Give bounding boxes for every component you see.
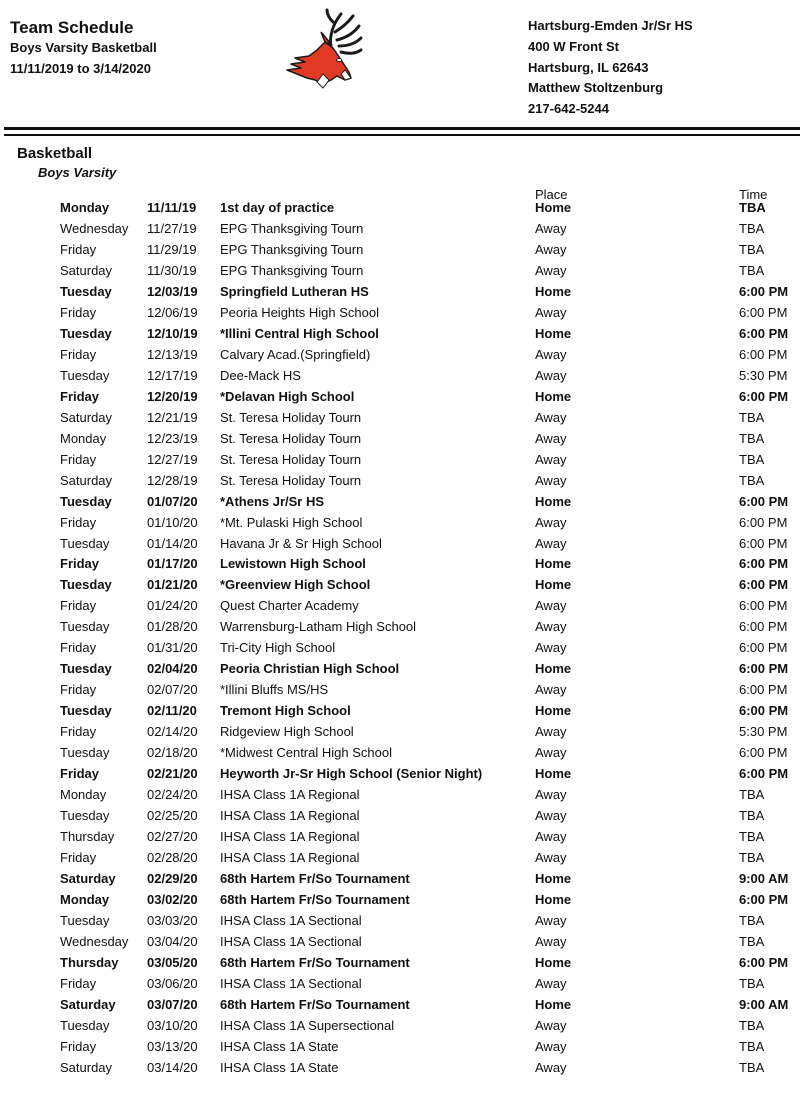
schedule-opponent: IHSA Class 1A State [220, 1059, 339, 1075]
schedule-place: Home [535, 891, 572, 907]
schedule-day: Friday [60, 640, 97, 656]
schedule-time: TBA [739, 829, 765, 845]
schedule-opponent: IHSA Class 1A Regional [220, 808, 360, 824]
schedule-opponent: St. Teresa Holiday Tourn [220, 409, 362, 425]
schedule-day: Friday [60, 346, 97, 362]
page-subtitle: Boys Varsity Basketball [10, 40, 157, 55]
schedule-opponent: Lewistown High School [220, 556, 366, 572]
schedule-row [0, 975, 800, 996]
schedule-row [0, 451, 800, 472]
schedule-time: 6:00 PM [739, 891, 789, 907]
schedule-day: Tuesday [60, 577, 112, 593]
schedule-opponent: 68th Hartem Fr/So Tournament [220, 996, 410, 1012]
schedule-opponent: Warrensburg-Latham High School [220, 619, 417, 635]
schedule-opponent: Tri-City High School [220, 640, 336, 656]
schedule-place: Away [535, 787, 567, 803]
schedule-date: 01/21/20 [147, 577, 198, 593]
schedule-row [0, 807, 800, 828]
schedule-place: Away [535, 1038, 567, 1054]
schedule-row [0, 870, 800, 891]
schedule-row [0, 744, 800, 765]
column-header-time: Time [739, 187, 768, 202]
schedule-day: Saturday [60, 262, 113, 278]
schedule-day: Monday [60, 787, 107, 803]
schedule-date: 01/28/20 [147, 619, 198, 635]
schedule-row [0, 535, 800, 556]
schedule-time: 6:00 PM [739, 640, 788, 656]
schedule-opponent: *Greenview High School [220, 577, 371, 593]
schedule-time: TBA [739, 1038, 765, 1054]
schedule-time: 6:00 PM [739, 745, 788, 761]
schedule-row [0, 912, 800, 933]
schedule-day: Monday [60, 430, 107, 446]
schedule-row [0, 597, 800, 618]
schedule-day: Monday [60, 200, 110, 215]
schedule-row [0, 618, 800, 639]
schedule-place: Away [535, 346, 567, 362]
schedule-day: Tuesday [60, 283, 112, 299]
schedule-time: 6:00 PM [739, 514, 788, 530]
schedule-opponent: Springfield Lutheran HS [220, 283, 369, 299]
schedule-day: Friday [60, 766, 100, 782]
schedule-day: Thursday [60, 954, 119, 970]
schedule-place: Home [535, 283, 572, 299]
schedule-opponent: St. Teresa Holiday Tourn [220, 451, 362, 467]
schedule-row [0, 660, 800, 681]
schedule-day: Wednesday [60, 220, 129, 236]
schedule-day: Tuesday [60, 912, 110, 928]
schedule-time: 9:00 AM [739, 871, 789, 886]
schedule-date: 12/28/19 [147, 472, 198, 488]
schedule-time: 6:00 PM [739, 577, 789, 593]
schedule-place: Away [535, 975, 567, 991]
schedule-opponent: Quest Charter Academy [220, 598, 359, 614]
schedule-date: 02/27/20 [147, 829, 198, 845]
schedule-opponent: *Illini Central High School [220, 325, 379, 341]
schedule-opponent: *Athens Jr/Sr HS [220, 493, 325, 509]
schedule-day: Friday [60, 241, 97, 257]
schedule-date: 03/05/20 [147, 954, 198, 970]
schedule-row [0, 1059, 800, 1080]
schedule-time: 6:00 PM [739, 619, 788, 635]
schedule-time: TBA [739, 787, 765, 803]
schedule-day: Friday [60, 682, 97, 698]
schedule-day: Friday [60, 451, 97, 467]
schedule-row [0, 325, 800, 346]
schedule-date: 02/21/20 [147, 766, 198, 782]
schedule-opponent: 68th Hartem Fr/So Tournament [220, 954, 410, 970]
schedule-place: Away [535, 745, 567, 761]
schedule-row [0, 388, 800, 409]
schedule-time: TBA [739, 220, 765, 236]
schedule-date: 02/11/20 [147, 703, 197, 719]
schedule-place: Home [535, 661, 572, 677]
schedule-date: 03/02/20 [147, 891, 198, 907]
schedule-time: 6:00 PM [739, 388, 789, 404]
schedule-row [0, 849, 800, 870]
schedule-place: Away [535, 241, 567, 257]
schedule-place: Away [535, 514, 567, 530]
schedule-day: Tuesday [60, 325, 112, 341]
schedule-place: Away [535, 1017, 567, 1033]
schedule-place: Home [535, 556, 572, 572]
schedule-place: Away [535, 724, 567, 740]
schedule-place: Away [535, 933, 567, 949]
schedule-date: 11/27/19 [147, 220, 197, 236]
schedule-time: 6:00 PM [739, 598, 788, 614]
schedule-time: 6:00 PM [739, 304, 788, 320]
schedule-time: 6:00 PM [739, 556, 789, 572]
schedule-opponent: IHSA Class 1A Sectional [220, 933, 362, 949]
schedule-date: 01/24/20 [147, 598, 198, 614]
schedule-place: Home [535, 325, 572, 341]
schedule-date: 12/06/19 [147, 304, 198, 320]
schedule-day: Friday [60, 388, 100, 404]
schedule-row [0, 639, 800, 660]
schedule-time: TBA [739, 409, 765, 425]
schedule-row [0, 576, 800, 597]
schedule-day: Tuesday [60, 1017, 110, 1033]
schedule-row [0, 681, 800, 702]
schedule-row [0, 933, 800, 954]
schedule-place: Home [535, 577, 572, 593]
schedule-time: 6:00 PM [739, 493, 789, 509]
schedule-row [0, 828, 800, 849]
contact-phone: 217-642-5244 [528, 101, 609, 117]
schedule-place: Home [535, 703, 572, 719]
schedule-date: 02/24/20 [147, 787, 198, 803]
schedule-place: Away [535, 682, 567, 698]
schedule-time: TBA [739, 975, 765, 991]
schedule-date: 02/14/20 [147, 724, 198, 740]
schedule-row [0, 283, 800, 304]
schedule-day: Friday [60, 724, 97, 740]
schedule-time: TBA [739, 451, 765, 467]
schedule-time: TBA [739, 1059, 765, 1075]
schedule-opponent: St. Teresa Holiday Tourn [220, 430, 362, 446]
schedule-date: 12/23/19 [147, 430, 198, 446]
schedule-day: Tuesday [60, 619, 110, 635]
schedule-row [0, 220, 800, 241]
schedule-day: Friday [60, 850, 97, 866]
schedule-time: TBA [739, 200, 766, 215]
schedule-row [0, 304, 800, 325]
schedule-opponent: IHSA Class 1A Regional [220, 787, 360, 803]
schedule-time: TBA [739, 262, 765, 278]
schedule-opponent: *Midwest Central High School [220, 745, 392, 761]
schedule-place: Away [535, 640, 567, 656]
schedule-row [0, 555, 800, 576]
schedule-date: 01/14/20 [147, 535, 198, 551]
schedule-day: Tuesday [60, 493, 112, 509]
schedule-opponent: IHSA Class 1A Sectional [220, 975, 362, 991]
schedule-opponent: Havana Jr & Sr High School [220, 535, 382, 551]
header-left [10, 17, 157, 79]
schedule-row [0, 430, 800, 451]
schedule-row [0, 765, 800, 786]
team-level-heading: Boys Varsity [38, 165, 117, 180]
schedule-opponent: EPG Thanksgiving Tourn [220, 220, 364, 236]
schedule-day: Friday [60, 1038, 97, 1054]
schedule-day: Thursday [60, 829, 115, 845]
schedule-date: 12/13/19 [147, 346, 198, 362]
schedule-row [0, 723, 800, 744]
schedule-opponent: *Mt. Pulaski High School [220, 514, 363, 530]
schedule-place: Home [535, 766, 572, 782]
schedule-place: Home [535, 493, 572, 509]
schedule-place: Home [535, 954, 572, 970]
schedule-time: 6:00 PM [739, 346, 788, 362]
schedule-place: Away [535, 367, 567, 383]
schedule-place: Away [535, 598, 567, 614]
schedule-day: Tuesday [60, 535, 110, 551]
schedule-time: 6:00 PM [739, 954, 789, 970]
schedule-date: 03/14/20 [147, 1059, 198, 1075]
schedule-place: Away [535, 430, 567, 446]
school-name: Hartsburg-Emden Jr/Sr HS [528, 18, 693, 33]
schedule-row [0, 262, 800, 283]
schedule-row [0, 346, 800, 367]
schedule-time: 6:00 PM [739, 682, 788, 698]
school-address: 400 W Front St [528, 38, 620, 54]
schedule-day: Friday [60, 514, 97, 530]
schedule-opponent: Dee-Mack HS [220, 367, 301, 383]
schedule-opponent: 68th Hartem Fr/So Tournament [220, 871, 410, 886]
schedule-date: 01/07/20 [147, 493, 198, 509]
schedule-row [0, 954, 800, 975]
schedule-opponent: Ridgeview High School [220, 724, 354, 740]
schedule-date: 11/30/19 [147, 262, 197, 278]
schedule-date: 02/04/20 [147, 661, 198, 677]
schedule-opponent: IHSA Class 1A Sectional [220, 912, 362, 928]
schedule-place: Away [535, 912, 567, 928]
schedule-table [0, 199, 800, 1080]
schedule-time: 6:00 PM [739, 325, 789, 341]
schedule-row [0, 367, 800, 388]
schedule-time: TBA [739, 1017, 765, 1033]
schedule-time: TBA [739, 241, 765, 257]
schedule-place: Away [535, 451, 567, 467]
schedule-time: TBA [739, 808, 765, 824]
schedule-time: TBA [739, 850, 765, 866]
schedule-date: 12/03/19 [147, 283, 198, 299]
schedule-row [0, 702, 800, 723]
deer-mascot-logo [283, 8, 373, 93]
schedule-day: Friday [60, 975, 97, 991]
schedule-date: 03/07/20 [147, 996, 198, 1012]
schedule-date: 03/13/20 [147, 1038, 198, 1054]
schedule-day: Saturday [60, 871, 116, 886]
schedule-place: Away [535, 472, 567, 488]
schedule-place: Home [535, 996, 572, 1012]
schedule-date: 12/17/19 [147, 367, 198, 383]
schedule-date: 03/04/20 [147, 933, 198, 949]
schedule-day: Tuesday [60, 661, 112, 677]
schedule-date: 02/28/20 [147, 850, 198, 866]
schedule-opponent: IHSA Class 1A State [220, 1038, 339, 1054]
schedule-row [0, 786, 800, 807]
schedule-date: 12/21/19 [147, 409, 198, 425]
schedule-date: 03/06/20 [147, 975, 198, 991]
schedule-place: Home [535, 871, 572, 886]
schedule-time: TBA [739, 912, 765, 928]
schedule-place: Away [535, 220, 567, 236]
schedule-time: TBA [739, 430, 765, 446]
schedule-place: Away [535, 619, 567, 635]
schedule-day: Friday [60, 304, 97, 320]
schedule-opponent: IHSA Class 1A Regional [220, 850, 360, 866]
schedule-day: Tuesday [60, 808, 110, 824]
schedule-opponent: EPG Thanksgiving Tourn [220, 262, 364, 278]
schedule-date: 02/18/20 [147, 745, 198, 761]
schedule-time: 6:00 PM [739, 535, 788, 551]
schedule-opponent: Calvary Acad.(Springfield) [220, 346, 371, 362]
schedule-time: 9:00 AM [739, 996, 789, 1012]
schedule-opponent: Heyworth Jr-Sr High School (Senior Night) [220, 766, 483, 782]
schedule-row [0, 472, 800, 493]
schedule-time: 6:00 PM [739, 703, 789, 719]
schedule-day: Monday [60, 891, 110, 907]
schedule-day: Tuesday [60, 703, 112, 719]
schedule-day: Friday [60, 598, 97, 614]
schedule-place: Away [535, 262, 567, 278]
schedule-date: 01/17/20 [147, 556, 198, 572]
sport-heading: Basketball [17, 145, 93, 162]
schedule-row [0, 1038, 800, 1059]
schedule-time: TBA [739, 472, 765, 488]
schedule-opponent: IHSA Class 1A Supersectional [220, 1017, 395, 1033]
schedule-date: 01/31/20 [147, 640, 198, 656]
schedule-date: 03/10/20 [147, 1017, 198, 1033]
schedule-place: Away [535, 829, 567, 845]
schedule-place: Away [535, 304, 567, 320]
schedule-opponent: *Delavan High School [220, 388, 355, 404]
schedule-place: Away [535, 535, 567, 551]
schedule-time: 6:00 PM [739, 661, 789, 677]
schedule-date: 12/27/19 [147, 451, 198, 467]
column-header-place: Place [535, 187, 568, 202]
school-city-state-zip: Hartsburg, IL 62643 [528, 59, 649, 75]
contact-name: Matthew Stoltzenburg [528, 80, 664, 96]
schedule-date: 02/25/20 [147, 808, 198, 824]
schedule-place: Away [535, 808, 567, 824]
schedule-place: Away [535, 409, 567, 425]
schedule-day: Tuesday [60, 745, 110, 761]
schedule-opponent: EPG Thanksgiving Tourn [220, 241, 364, 257]
schedule-place: Away [535, 850, 567, 866]
schedule-row [0, 891, 800, 912]
schedule-time: 5:30 PM [739, 367, 788, 383]
schedule-opponent: Peoria Christian High School [220, 661, 400, 677]
schedule-row [0, 996, 800, 1017]
schedule-time: TBA [739, 933, 765, 949]
schedule-place: Home [535, 200, 572, 215]
schedule-date: 12/10/19 [147, 325, 198, 341]
schedule-date: 11/11/19 [147, 200, 197, 215]
schedule-place: Away [535, 1059, 567, 1075]
header-divider-thick [4, 127, 800, 130]
schedule-date: 02/29/20 [147, 871, 198, 886]
schedule-opponent: 68th Hartem Fr/So Tournament [220, 891, 410, 907]
schedule-day: Tuesday [60, 367, 110, 383]
schedule-date: 01/10/20 [147, 514, 198, 530]
schedule-opponent: Tremont High School [220, 703, 351, 719]
schedule-row [0, 514, 800, 535]
schedule-date: 03/03/20 [147, 912, 198, 928]
schedule-opponent: St. Teresa Holiday Tourn [220, 472, 362, 488]
schedule-opponent: 1st day of practice [220, 200, 335, 215]
schedule-day: Saturday [60, 1059, 113, 1075]
schedule-day: Saturday [60, 996, 116, 1012]
schedule-time: 6:00 PM [739, 283, 789, 299]
school-info [528, 16, 693, 120]
schedule-date: 02/07/20 [147, 682, 198, 698]
schedule-opponent: *Illini Bluffs MS/HS [220, 682, 329, 698]
schedule-date: 11/29/19 [147, 241, 197, 257]
schedule-row [0, 409, 800, 430]
schedule-day: Friday [60, 556, 100, 572]
schedule-day: Saturday [60, 472, 113, 488]
schedule-row [0, 241, 800, 262]
schedule-place: Home [535, 388, 572, 404]
schedule-row [0, 199, 800, 220]
schedule-time: 6:00 PM [739, 766, 789, 782]
schedule-row [0, 1017, 800, 1038]
schedule-date: 12/20/19 [147, 388, 198, 404]
schedule-day: Saturday [60, 409, 113, 425]
schedule-day: Wednesday [60, 933, 129, 949]
date-range: 11/11/2019 to 3/14/2020 [10, 61, 151, 76]
schedule-time: 5:30 PM [739, 724, 788, 740]
schedule-row [0, 493, 800, 514]
schedule-opponent: IHSA Class 1A Regional [220, 829, 360, 845]
header-divider-thin [4, 134, 800, 136]
page-title: Team Schedule [10, 18, 134, 37]
schedule-opponent: Peoria Heights High School [220, 304, 379, 320]
